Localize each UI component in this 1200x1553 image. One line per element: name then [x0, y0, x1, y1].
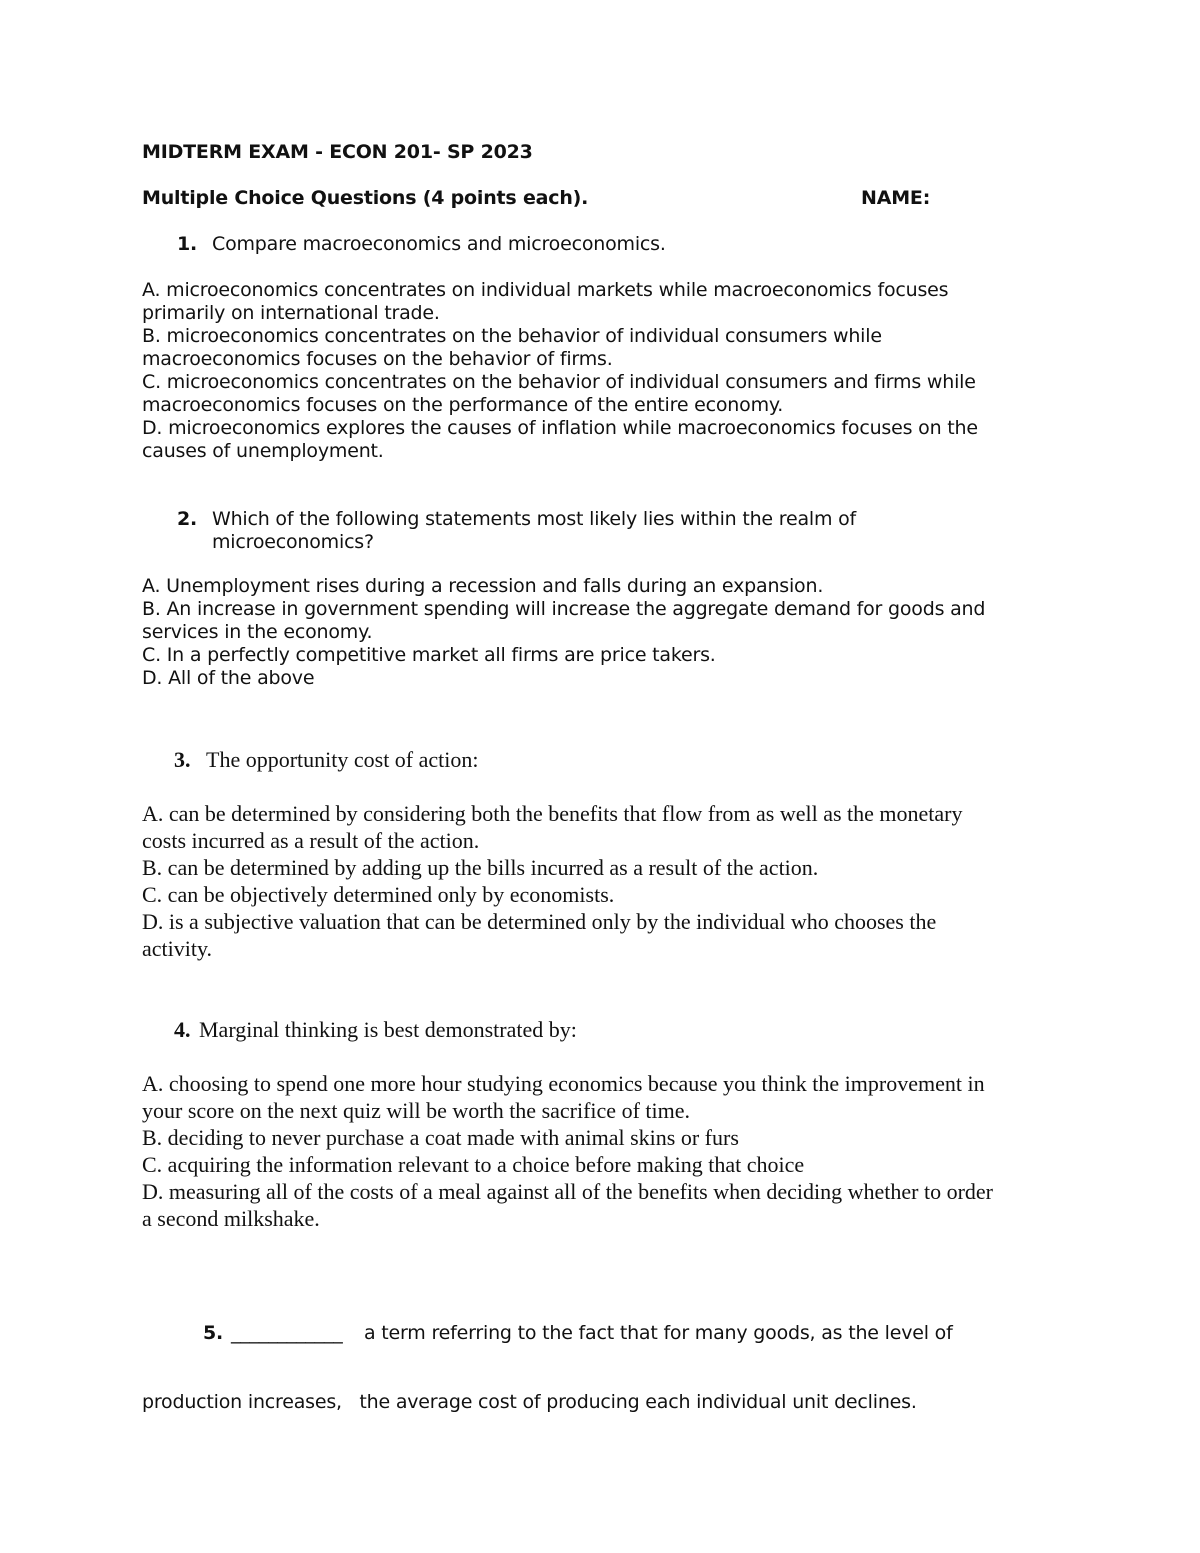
- question-1-options: [142, 279, 1062, 463]
- question-4-stem: Marginal thinking is best demonstrated by:: [199, 1017, 577, 1042]
- section-heading: Multiple Choice Questions (4 points each).: [142, 187, 589, 209]
- option-line: C. can be objectively determined only by economists.: [142, 882, 615, 907]
- name-label: NAME:: [861, 187, 931, 209]
- question-5-number: 5.: [203, 1322, 224, 1344]
- question-3-number: 3.: [174, 747, 191, 772]
- option-line: B. An increase in government spending will increase the aggregate demand for goods and: [142, 598, 986, 620]
- option-line: B. can be determined by adding up the bills incurred as a result of the action.: [142, 855, 819, 880]
- option-line: macroeconomics focuses on the behavior of firms.: [142, 348, 613, 370]
- option-line: C. In a perfectly competitive market all firms are price takers.: [142, 644, 716, 666]
- option-line: services in the economy.: [142, 621, 373, 643]
- exam-title: MIDTERM EXAM - ECON 201- SP 2023: [142, 141, 533, 163]
- option-line: B. deciding to never purchase a coat made with animal skins or furs: [142, 1125, 739, 1150]
- question-5-stem-line-2: production increases, the average cost of producing each individual unit declines.: [142, 1391, 917, 1413]
- option-line: A. can be determined by considering both the benefits that flow from as well as the monetary: [142, 801, 963, 826]
- option-line: C. acquiring the information relevant to a choice before making that choice: [142, 1152, 805, 1177]
- option-line: a second milkshake.: [142, 1206, 320, 1231]
- option-line: B. microeconomics concentrates on the behavior of individual consumers while: [142, 325, 882, 347]
- question-3-stem: The opportunity cost of action:: [206, 747, 479, 772]
- question-1-number: 1.: [177, 233, 198, 255]
- option-line: D. measuring all of the costs of a meal against all of the benefits when deciding whether to order: [142, 1179, 994, 1204]
- question-5-blank: ____________: [231, 1322, 343, 1344]
- question-2-stem: Which of the following statements most likely lies within the realm of microeconomics?: [212, 508, 857, 553]
- option-line: D. is a subjective valuation that can be determined only by the individual who chooses the: [142, 909, 937, 934]
- question-2-options: [142, 575, 1062, 690]
- option-line: D. All of the above: [142, 667, 315, 689]
- option-line: D. microeconomics explores the causes of inflation while macroeconomics focuses on the: [142, 417, 978, 439]
- question-3-options: [142, 800, 1062, 962]
- question-4-number: 4.: [174, 1017, 191, 1042]
- option-line: A. Unemployment rises during a recession and falls during an expansion.: [142, 575, 824, 597]
- option-line: costs incurred as a result of the action.: [142, 828, 480, 853]
- question-4-options: [142, 1070, 1142, 1232]
- option-line: A. choosing to spend one more hour studying economics because you think the improvement in: [142, 1071, 985, 1096]
- option-line: C. microeconomics concentrates on the behavior of individual consumers and firms while: [142, 371, 976, 393]
- option-line: your score on the next quiz will be worth the sacrifice of time.: [142, 1098, 690, 1123]
- question-5-stem-line-1: a term referring to the fact that for many goods, as the level of: [364, 1322, 953, 1344]
- option-line: A. microeconomics concentrates on individual markets while macroeconomics focuses: [142, 279, 949, 301]
- option-line: primarily on international trade.: [142, 302, 440, 324]
- question-1-stem: Compare macroeconomics and microeconomics.: [212, 233, 666, 255]
- option-line: macroeconomics focuses on the performance of the entire economy.: [142, 394, 784, 416]
- option-line: causes of unemployment.: [142, 440, 384, 462]
- option-line: activity.: [142, 936, 213, 961]
- question-2-number: 2.: [177, 508, 198, 530]
